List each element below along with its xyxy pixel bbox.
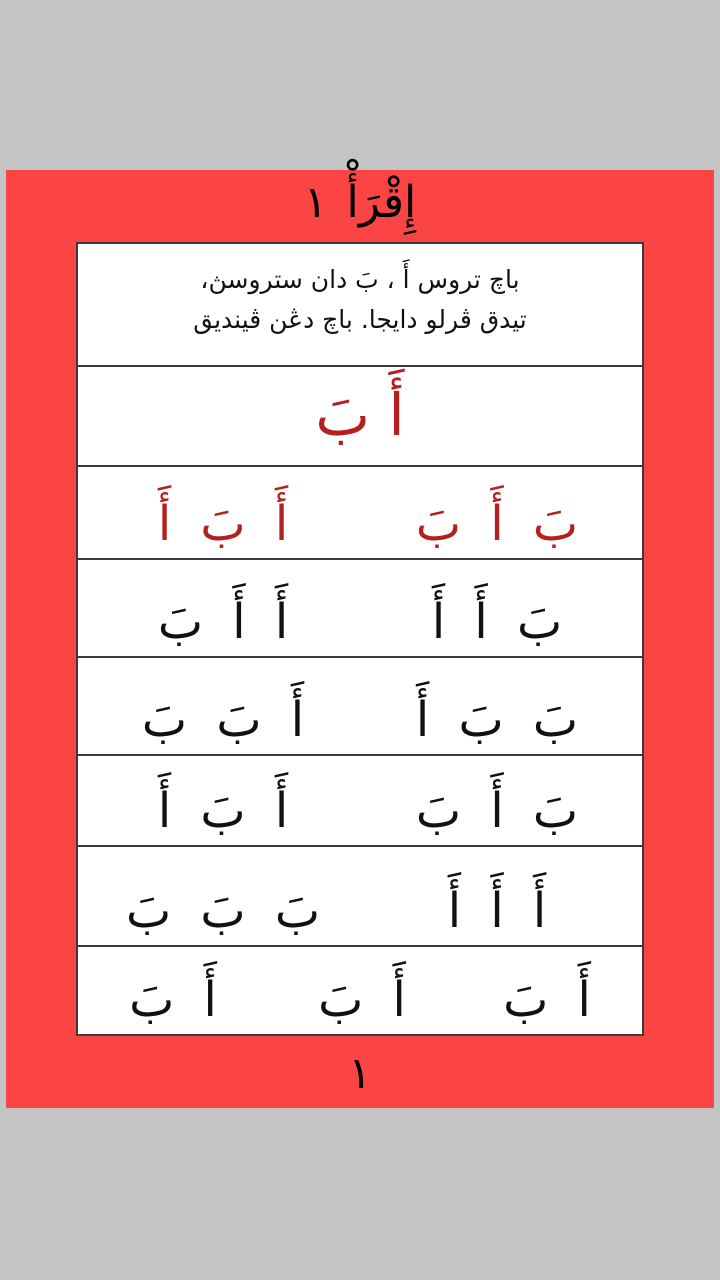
drill-cell-right: [372, 467, 622, 558]
drill-text: أَ بَ أَ: [157, 496, 289, 552]
drill-text: أَ بَ أَ: [157, 783, 289, 839]
drill-text: بَ بَ بَ: [125, 883, 321, 939]
lesson-sheet: [76, 242, 644, 1036]
instruction-text: [78, 244, 642, 340]
instruction-line-1: باچ تروس أَ ، بَ دان ستروسڽ،: [200, 265, 520, 294]
drill-cell-2: [277, 947, 447, 1034]
page-number: ١: [348, 1048, 372, 1099]
drill-text: أَ أَ بَ: [157, 594, 289, 650]
volume-number: ١: [303, 177, 328, 228]
iqra-title: إِقْرَأْ: [346, 177, 417, 228]
drill-row: [78, 560, 642, 658]
instruction-line-2: تيدق ڤرلو دايجا. باچ دڠن ڤينديق: [193, 305, 527, 334]
drill-cell-right: [372, 756, 622, 845]
drill-text: أَ بَ: [503, 972, 591, 1028]
drill-cell-3: [88, 947, 258, 1034]
drill-cell-left: [98, 467, 348, 558]
drill-cell-left: [98, 658, 348, 754]
drill-text: بَ أَ أَ: [431, 594, 563, 650]
drill-row-last: [78, 947, 642, 1034]
drill-cell-right: [372, 560, 622, 656]
drill-cell-1: [462, 947, 632, 1034]
iqra-page: [6, 170, 714, 1108]
drill-row: [78, 847, 642, 947]
drill-cell-right: [372, 658, 622, 754]
drill-text: أَ بَ: [318, 972, 406, 1028]
drill-row: [78, 658, 642, 756]
drill-text: بَ بَ أَ: [415, 692, 579, 748]
intro-letters-row: [78, 367, 642, 467]
drill-row: [78, 467, 642, 560]
page-header: [6, 170, 714, 242]
drill-row: [78, 756, 642, 847]
drill-text: بَ أَ بَ: [415, 496, 579, 552]
drill-cell-left: [98, 847, 348, 945]
drill-text: أَ أَ أَ: [447, 883, 547, 939]
drill-text: أَ بَ بَ: [141, 692, 305, 748]
drill-cell-left: [98, 560, 348, 656]
drill-cell-right: [372, 847, 622, 945]
intro-letters: أَ بَ: [315, 381, 405, 449]
instruction-row: [78, 244, 642, 367]
drill-text: أَ بَ: [129, 972, 217, 1028]
drill-cell-left: [98, 756, 348, 845]
drill-text: بَ أَ بَ: [415, 783, 579, 839]
